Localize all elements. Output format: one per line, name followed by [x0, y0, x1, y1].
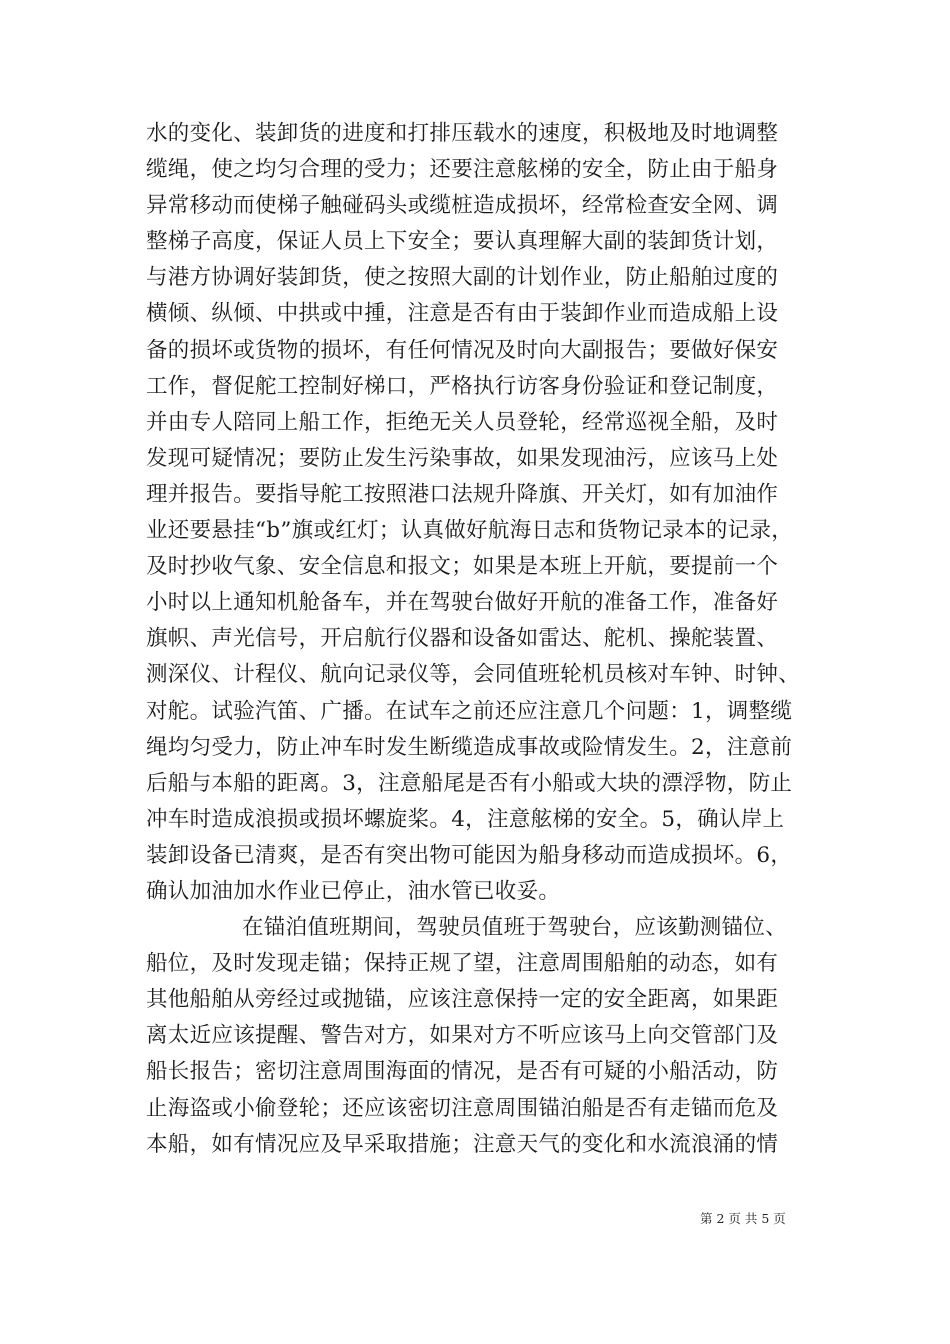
text-line: 船长报告；密切注意周围海面的情况，是否有可疑的小船活动，防 [146, 1059, 779, 1085]
text-line: 横倾、纵倾、中拱或中揰，注意是否有由于装卸作业而造成船上设 [146, 301, 779, 327]
text-line: 后船与本船的距离。3，注意船尾是否有小船或大块的漂浮物，防止 [146, 770, 793, 796]
paragraph-1 [146, 116, 806, 910]
text-line: 与港方协调好装卸货，使之按照大副的计划作业，防止船舶过度的 [146, 265, 779, 291]
text-line: 止海盗或小偷登轮；还应该密切注意周围锚泊船是否有走锚而危及 [146, 1095, 779, 1121]
text-line: 对舵。试验汽笛、广播。在试车之前还应注意几个问题：1，调整缆 [146, 698, 793, 724]
text-line: 及时抄收气象、安全信息和报文；如果是本班上开航，要提前一个 [146, 554, 779, 580]
text-line: 旗帜、声光信号，开启航行仪器和设备如雷达、舵机、操舵装置、 [146, 626, 779, 652]
text-line: 缆绳，使之均匀合理的受力；还要注意舷梯的安全，防止由于船身 [146, 157, 779, 183]
text-line: 水的变化、装卸货的进度和打排压载水的速度，积极地及时地调整 [146, 121, 779, 146]
text-line: 绳均匀受力，防止冲车时发生断缆造成事故或险情发生。2，注意前 [146, 734, 793, 760]
text-line: 备的损坏或货物的损坏，有任何情况及时向大副报告；要做好保安 [146, 337, 779, 363]
text-line: 业还要悬挂“b”旗或红灯；认真做好航海日志和货物记录本的记录， [146, 518, 794, 544]
text-line: 测深仪、计程仪、航向记录仪等，会同值班轮机员核对车钟、时钟、 [146, 662, 801, 688]
paragraph-2 [146, 910, 806, 1163]
text-line: 冲车时造成浪损或损坏螺旋桨。4，注意舷梯的安全。5，确认岸上 [146, 806, 785, 832]
text-line: 小时以上通知机舱备车，并在驾驶台做好开航的准备工作，准备好 [146, 590, 779, 616]
text-line: 并由专人陪同上船工作，拒绝无关人员登轮，经常巡视全船，及时 [146, 409, 779, 435]
text-line: 其他船舶从旁经过或抛锚，应该注意保持一定的安全距离，如果距 [146, 987, 779, 1013]
text-line: 确认加油加水作业已停止，油水管已收妥。 [146, 878, 561, 904]
text-line: 离太近应该提醒、警告对方，如果对方不听应该马上向交管部门及 [146, 1023, 779, 1049]
text-line: 装卸设备已清爽，是否有突出物可能因为船身移动而造成损坏。6， [146, 842, 793, 868]
text-line: 发现可疑情况；要防止发生污染事故，如果发现油污，应该马上处 [146, 445, 779, 471]
body-text [146, 116, 806, 1163]
text-line: 本船，如有情况应及早采取措施；注意天气的变化和水流浪涌的情 [146, 1131, 779, 1157]
text-line-indented: 在锚泊值班期间，驾驶员值班于驾驶台，应该勤测锚位、 [242, 915, 788, 941]
text-line: 整梯子高度，保证人员上下安全；要认真理解大副的装卸货计划， [146, 229, 779, 255]
text-line: 工作，督促舵工控制好梯口，严格执行访客身份验证和登记制度， [146, 373, 779, 399]
page-number-footer: 第 2 页 共 5 页 [700, 1211, 786, 1226]
text-line: 船位，及时发现走锚；保持正规了望，注意周围船舶的动态，如有 [146, 951, 779, 977]
text-line: 异常移动而使梯子触碰码头或缆桩造成损坏，经常检查安全网、调 [146, 193, 779, 219]
text-line: 理并报告。要指导舵工按照港口法规升降旗、开关灯，如有加油作 [146, 481, 779, 507]
